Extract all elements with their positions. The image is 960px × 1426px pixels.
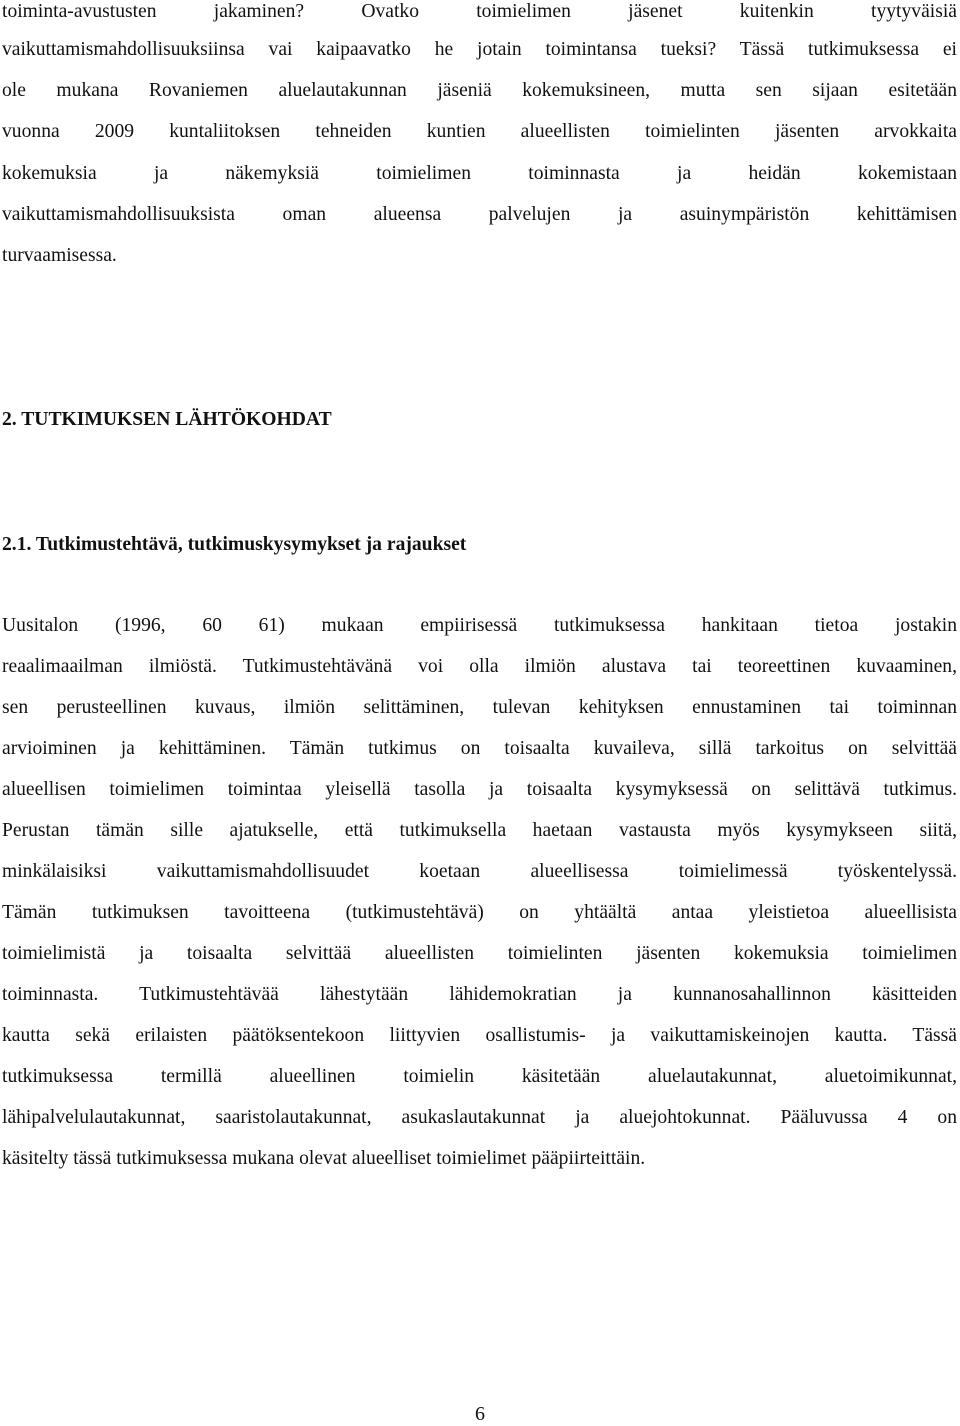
paragraph-line: toiminnasta. Tutkimustehtävää lähestytään lähidemokratian ja kunnanosahallinnon käsitteiden bbox=[2, 984, 957, 1005]
paragraph-line: toiminta-avustusten jakaminen? Ovatko toimielimen jäsenet kuitenkin tyytyväisiä bbox=[2, 1, 957, 22]
paragraph-line: lähipalvelulautakunnat, saaristolautakunnat, asukaslautakunnat ja aluejohtokunnat. Pääluvussa 4 on bbox=[2, 1107, 957, 1128]
paragraph-line: toimielimistä ja toisaalta selvittää alueellisten toimielinten jäsenten kokemuksia toimielimen bbox=[2, 943, 957, 964]
subsection-heading: 2.1. Tutkimustehtävä, tutkimuskysymykset ja rajaukset bbox=[2, 534, 467, 555]
paragraph-line: reaalimaailman ilmiöstä. Tutkimustehtävänä voi olla ilmiön alustava tai teoreettinen kuvaaminen, bbox=[2, 656, 957, 677]
paragraph-line: vuonna 2009 kuntaliitoksen tehneiden kuntien alueellisten toimielinten jäsenten arvokkaita bbox=[2, 121, 957, 142]
paragraph-line: turvaamisessa. bbox=[2, 245, 117, 266]
page-number: 6 bbox=[475, 1403, 485, 1425]
paragraph-line: Uusitalon (1996, 60 61) mukaan empiirisessä tutkimuksessa hankitaan tietoa jostakin bbox=[2, 615, 957, 636]
paragraph-line: sen perusteellinen kuvaus, ilmiön selittäminen, tulevan kehityksen ennustaminen tai toiminnan bbox=[2, 697, 957, 718]
paragraph-line: vaikuttamismahdollisuuksiinsa vai kaipaavatko he jotain toimintansa tueksi? Tässä tutkimuksessa ei bbox=[2, 39, 957, 60]
paragraph-line: vaikuttamismahdollisuuksista oman alueensa palvelujen ja asuinympäristön kehittämisen bbox=[2, 204, 957, 225]
paragraph-line: Tämän tutkimuksen tavoitteena (tutkimustehtävä) on yhtäältä antaa yleistietoa alueellisista bbox=[2, 902, 957, 923]
section-heading: 2. TUTKIMUKSEN LÄHTÖKOHDAT bbox=[2, 409, 332, 430]
paragraph-line: ole mukana Rovaniemen aluelautakunnan jäseniä kokemuksineen, mutta sen sijaan esitetään bbox=[2, 80, 957, 101]
paragraph-line: alueellisen toimielimen toimintaa yleisellä tasolla ja toisaalta kysymyksessä on selittävä tutkimus. bbox=[2, 779, 957, 800]
paragraph-line: minkälaisiksi vaikuttamismahdollisuudet koetaan alueellisessa toimielimessä työskentelyssä. bbox=[2, 861, 957, 882]
paragraph-line: kautta sekä erilaisten päätöksentekoon liittyvien osallistumis- ja vaikuttamiskeinojen kautta. Tässä bbox=[2, 1025, 957, 1046]
paragraph-line: käsitelty tässä tutkimuksessa mukana olevat alueelliset toimielimet pääpiirteittäin. bbox=[2, 1148, 646, 1169]
paragraph-line: kokemuksia ja näkemyksiä toimielimen toiminnasta ja heidän kokemistaan bbox=[2, 163, 957, 184]
paragraph-line: arvioiminen ja kehittäminen. Tämän tutkimus on toisaalta kuvaileva, sillä tarkoitus on selvittää bbox=[2, 738, 957, 759]
paragraph-line: Perustan tämän sille ajatukselle, että tutkimuksella haetaan vastausta myös kysymykseen siitä, bbox=[2, 820, 957, 841]
paragraph-line: tutkimuksessa termillä alueellinen toimielin käsitetään aluelautakunnat, aluetoimikunnat, bbox=[2, 1066, 957, 1087]
